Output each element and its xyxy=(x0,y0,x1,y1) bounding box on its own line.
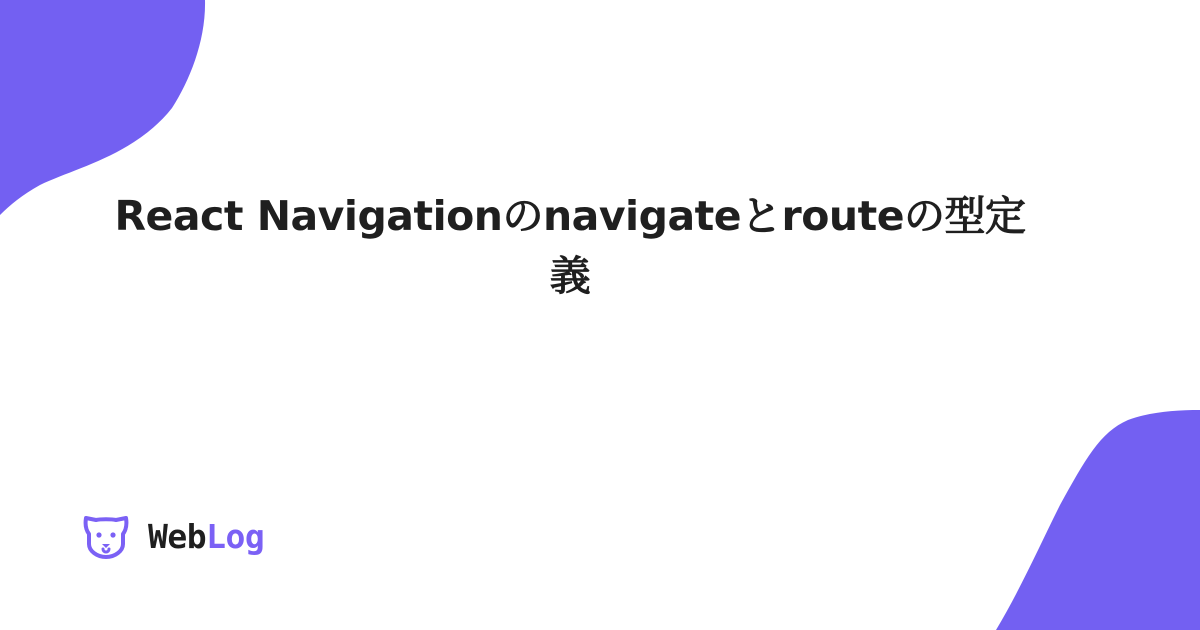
article-title xyxy=(60,186,1080,306)
brand-name-web: Web xyxy=(148,516,207,556)
brand-name-log: Log xyxy=(206,516,265,556)
article-title-line-2: 義 xyxy=(549,252,591,300)
article-title-line-1: React Navigationのnavigateとrouteの型定 xyxy=(114,192,1026,240)
dog-face-icon xyxy=(80,510,132,562)
brand-logo xyxy=(80,510,264,562)
brand-name xyxy=(148,517,264,556)
